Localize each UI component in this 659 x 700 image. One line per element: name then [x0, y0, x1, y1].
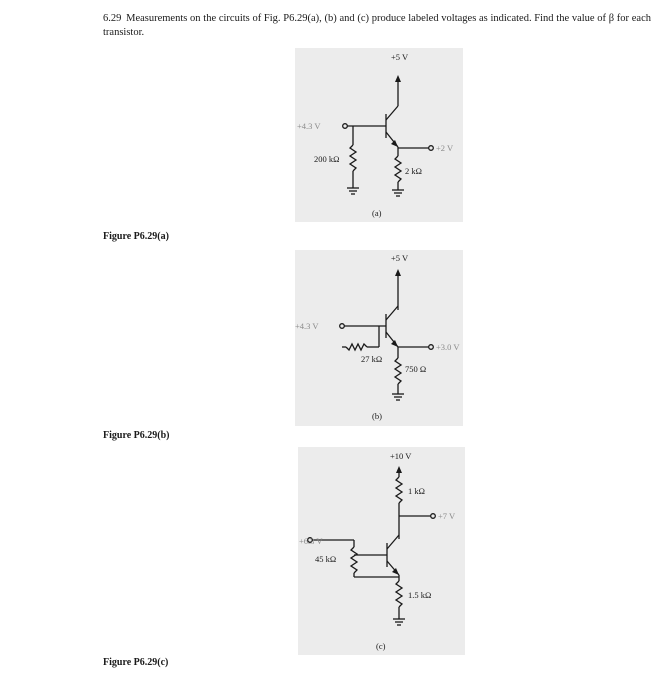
- circuit-a-panel: [295, 48, 463, 222]
- figure-label: Figure P6.29(c): [103, 657, 169, 668]
- figure-label: Figure P6.29(b): [103, 430, 170, 441]
- base-resistor-label: 27 kΩ: [361, 354, 383, 364]
- base-voltage-label: +4.3 V: [295, 321, 319, 331]
- base-resistor-label: 45 kΩ: [315, 554, 337, 564]
- supply-voltage-label: +5 V: [391, 253, 409, 263]
- circuit-c-schematic: [298, 447, 465, 655]
- circuit-caption: (b): [372, 411, 382, 421]
- supply-voltage-label: +10 V: [390, 451, 412, 461]
- bottom-resistor-label: 1.5 kΩ: [408, 590, 432, 600]
- top-resistor-label: 1 kΩ: [408, 486, 425, 496]
- circuit-b-schematic: [295, 250, 463, 426]
- base-resistor-label: 200 kΩ: [314, 154, 340, 164]
- base-voltage-label: +4.3 V: [297, 121, 321, 131]
- circuit-b-panel: [295, 250, 463, 426]
- circuit-c-panel: [298, 447, 465, 655]
- circuit-caption: (c): [376, 641, 386, 651]
- problem-text: Measurements on the circuits of Fig. P6.29(a), (b) and (c) produce labeled voltages as indicated. Find the value of β for each transistor.: [103, 13, 652, 38]
- circuit-caption: (a): [372, 208, 382, 218]
- emitter-resistor-label: 750 Ω: [405, 364, 427, 374]
- problem-statement: [103, 12, 651, 40]
- circuit-a-schematic: [295, 48, 463, 222]
- emitter-resistor-label: 2 kΩ: [405, 166, 422, 176]
- supply-voltage-label: +5 V: [391, 52, 409, 62]
- problem-number: 6.29: [103, 13, 122, 24]
- output-voltage-label: +3.0 V: [436, 342, 460, 352]
- figure-label: Figure P6.29(a): [103, 231, 169, 242]
- output-voltage-label: +2 V: [436, 143, 454, 153]
- output-voltage-label: +7 V: [438, 511, 456, 521]
- base-voltage-label: +6.3 V: [299, 536, 323, 546]
